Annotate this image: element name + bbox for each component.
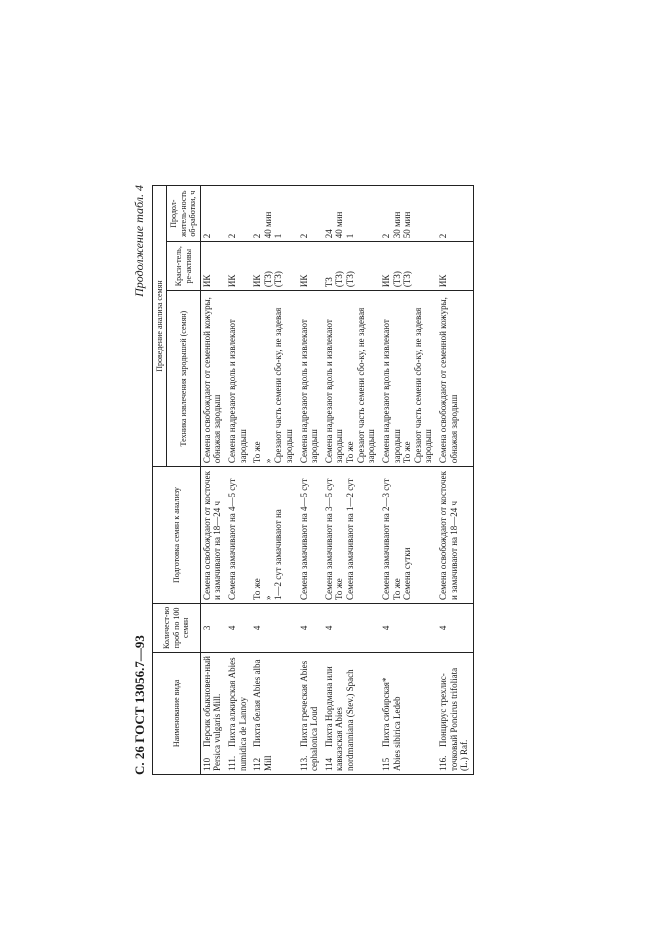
reagent-cell: ИК <box>298 242 323 291</box>
prep-cell: Семена замачивают на 4—5 сут <box>298 467 323 604</box>
count-cell: 4 <box>251 603 297 652</box>
count-cell: 4 <box>226 603 251 652</box>
reagent-cell: ИК <box>200 242 226 291</box>
prep-cell: Семена освобождают от косточек и замачивают на 18—24 ч <box>437 467 473 604</box>
species-cell: 112Пихта белая Abies alba Mill <box>251 652 297 774</box>
table-row <box>323 186 380 775</box>
header-duration: Продол-житель-ность об-работки, ч <box>167 186 200 242</box>
reagent-cell: ИК <box>437 242 473 291</box>
duration-cell: 24 40 мин 1 <box>323 186 380 242</box>
species-cell: 114Пихта Нордмана или кавказская Abies nordmanniana (Stev.) Spach <box>323 652 380 774</box>
technique-cell: Семена освобождают от семенной кожуры, обнажая зародыш <box>437 291 473 467</box>
count-cell: 4 <box>380 603 437 652</box>
header-name: Наименование вида <box>153 652 201 774</box>
technique-cell: Семена надрезают вдоль и извлекают зародыш То же Срезают часть семени сбо-ку, не задевая зародыш <box>323 291 380 467</box>
rotated-page <box>130 185 490 775</box>
duration-cell: 2 <box>437 186 473 242</box>
prep-cell: То же » 1—2 сут замачивают на <box>251 467 297 604</box>
count-cell: 4 <box>437 603 473 652</box>
species-cell: 115Пихта сибирская* Abies sibirica Ledeb <box>380 652 437 774</box>
technique-cell: То же » Срезают часть семени сбо-ку, не задевая зародыш <box>251 291 297 467</box>
reagent-cell: ИК (ТЗ) (ТЗ) <box>251 242 297 291</box>
reagent-cell: ТЗ (ТЗ) (ТЗ) <box>323 242 380 291</box>
technique-cell: Семена надрезают вдоль и извлекают зародыш <box>298 291 323 467</box>
prep-cell: Семена замачивают на 2—3 сут То же Семена сутки <box>380 467 437 604</box>
duration-cell: 2 <box>298 186 323 242</box>
technique-cell: Семена освобождают от семенной кожуры, обнажая зародыш <box>200 291 226 467</box>
header-color: Краси-тель, ре-активы <box>167 242 200 291</box>
header-count: Количест-во проб по 100 семян <box>153 603 201 652</box>
duration-cell: 2 <box>200 186 226 242</box>
duration-cell: 2 <box>226 186 251 242</box>
table-row <box>200 186 226 775</box>
species-cell: 110Персик обыкновен-ный Persica vulgaris Mill. <box>200 652 226 774</box>
species-cell: 113.Пихта греческая Abies cephalonica Loud <box>298 652 323 774</box>
reagent-cell: ИК <box>226 242 251 291</box>
prep-cell: Семена замачивают на 3—5 сут То же Семена замачивают на 1—2 сут <box>323 467 380 604</box>
species-cell: 116.Понцирус трехлис-точковый Poncirus trifoliata (L.) Raf. <box>437 652 473 774</box>
prep-cell: Семена освобождают от косточек и замачивают на 18—24 ч <box>200 467 226 604</box>
duration-cell: 2 40 мин 1 <box>251 186 297 242</box>
header-group: Проведение анализа семян <box>153 186 167 467</box>
table-row <box>226 186 251 775</box>
technique-cell: Семена надрезают вдоль и извлекают зародыш То же Срезают часть семени сбо-ку, не задевая зародыш <box>380 291 437 467</box>
header-prep: Подготовка семян к анализу <box>153 467 201 604</box>
count-cell: 4 <box>323 603 380 652</box>
species-cell: 111.Пихта алжирская Abies numidica de Lannoy <box>226 652 251 774</box>
table-row <box>251 186 297 775</box>
table-row <box>380 186 437 775</box>
prep-cell: Семена замачивают на 4—5 сут <box>226 467 251 604</box>
header-technique: Техника извлечения зародышей (семян) <box>167 291 200 467</box>
duration-cell: 2 30 мин 50 мин <box>380 186 437 242</box>
page-number: С. 26 ГОСТ 13056.7—93 <box>132 635 147 775</box>
technique-cell: Семена надрезают вдоль и извлекают зародыш <box>226 291 251 467</box>
count-cell: 4 <box>298 603 323 652</box>
seed-analysis-table <box>152 185 474 775</box>
table-row <box>298 186 323 775</box>
count-cell: 3 <box>200 603 226 652</box>
table-row <box>437 186 473 775</box>
table-continuation-label: Продолжение табл. 4 <box>132 185 146 297</box>
reagent-cell: ИК (ТЗ) (ТЗ) <box>380 242 437 291</box>
